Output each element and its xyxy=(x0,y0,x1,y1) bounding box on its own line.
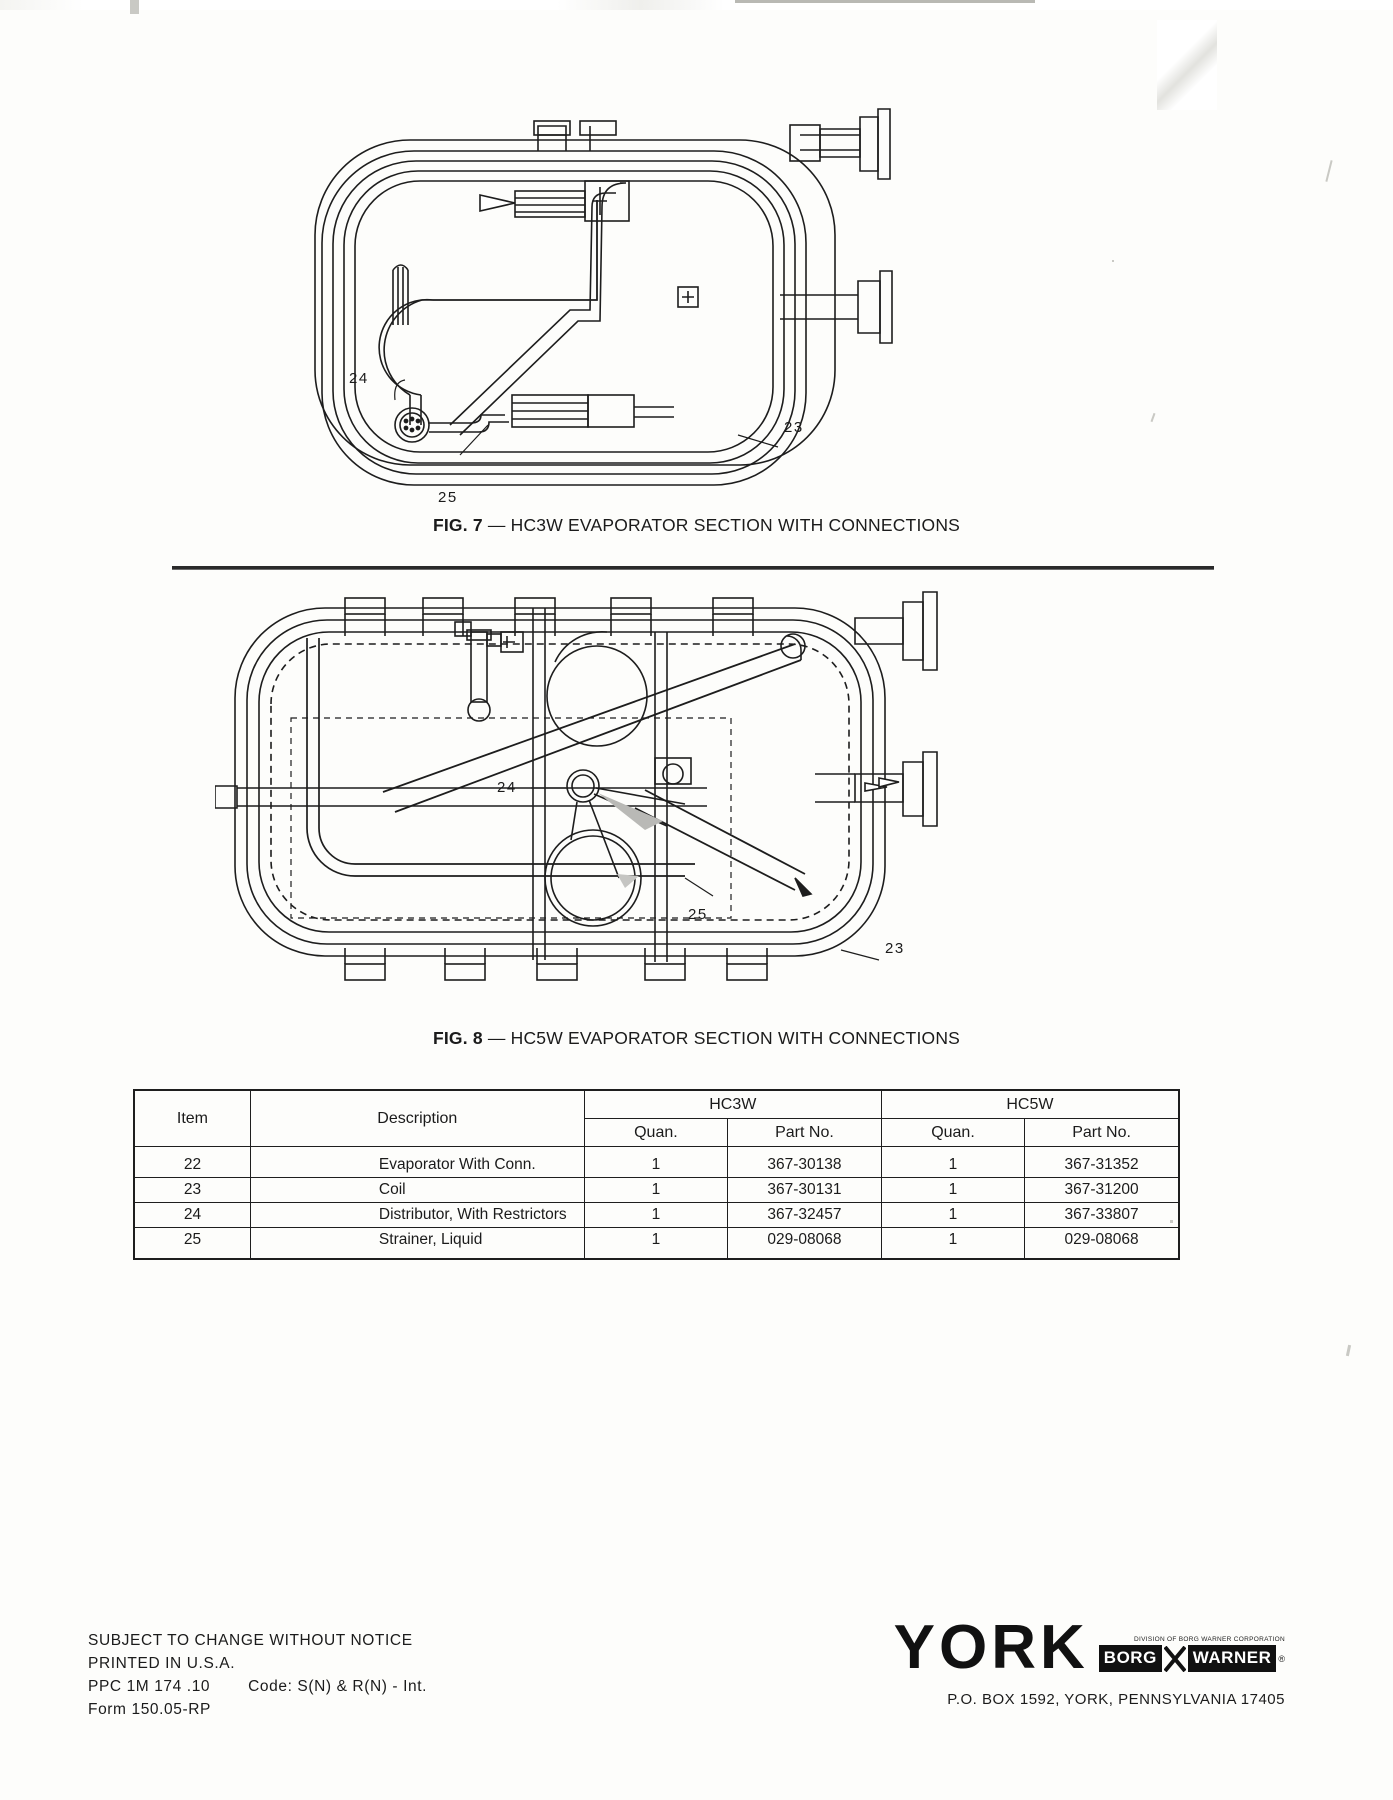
fig8-svg xyxy=(215,578,975,1018)
fig8-callout-23: 23 xyxy=(885,940,905,957)
scan-speck xyxy=(1346,1345,1351,1356)
figure-8-title: HC5W EVAPORATOR SECTION WITH CONNECTIONS xyxy=(510,1028,961,1048)
column-group-hc5w: HC5W xyxy=(881,1090,1179,1119)
section-divider xyxy=(172,566,1214,570)
parts-table-head xyxy=(134,1090,1179,1147)
footer-line-ppc: PPC 1M 174 .10 xyxy=(88,1678,211,1695)
cell-hc5w-part: 367-31200 xyxy=(1025,1178,1179,1203)
figure-7-dash: — xyxy=(487,515,506,535)
cell-hc3w-quan: 1 xyxy=(584,1178,727,1203)
borg-warner-logo xyxy=(1099,1636,1285,1672)
cell-hc3w-part: 367-30131 xyxy=(728,1178,882,1203)
cell-hc5w-quan: 1 xyxy=(881,1203,1024,1228)
registered-mark: ® xyxy=(1278,1653,1285,1664)
parts-table xyxy=(133,1089,1180,1260)
cell-hc5w-quan: 1 xyxy=(881,1178,1024,1203)
brand-block xyxy=(893,1613,1285,1708)
parts-table-body xyxy=(134,1147,1179,1260)
footer-line-subject-to-change: SUBJECT TO CHANGE WITHOUT NOTICE xyxy=(88,1632,413,1649)
footer-line-code: Code: S(N) & R(N) - Int. xyxy=(248,1678,428,1695)
scan-speck xyxy=(1157,20,1217,110)
column-header-description: Description xyxy=(250,1090,584,1147)
footer-line-printed-in-usa: PRINTED IN U.S.A. xyxy=(88,1655,236,1672)
cell-hc3w-quan: 1 xyxy=(584,1147,727,1178)
cell-item: 22 xyxy=(134,1147,250,1178)
scan-edge-artifact xyxy=(0,0,1393,10)
cell-description: Evaporator With Conn. xyxy=(250,1147,584,1178)
figure-8-dash: — xyxy=(487,1028,506,1048)
cell-item: 23 xyxy=(134,1178,250,1203)
york-wordmark xyxy=(893,1613,1089,1682)
table-row xyxy=(134,1203,1179,1228)
figure-7-caption xyxy=(0,515,1393,536)
scan-speck xyxy=(1151,413,1156,422)
cell-hc3w-quan: 1 xyxy=(584,1228,727,1260)
brand-address: P.O. BOX 1592, YORK, PENNSYLVANIA 17405 xyxy=(947,1691,1285,1708)
cell-description: Distributor, With Restrictors xyxy=(250,1203,584,1228)
table-row xyxy=(134,1178,1179,1203)
borg-text: BORG xyxy=(1099,1645,1162,1672)
scan-speck xyxy=(735,0,1035,3)
fig7-callout-23: 23 xyxy=(784,419,804,436)
scan-speck xyxy=(130,0,139,14)
fig8-callout-25: 25 xyxy=(688,906,708,923)
borg-warner-x-icon xyxy=(1164,1646,1186,1672)
cell-hc5w-part: 367-31352 xyxy=(1025,1147,1179,1178)
figure-8-drawing xyxy=(215,578,975,1008)
cell-hc3w-part: 367-30138 xyxy=(728,1147,882,1178)
column-header-hc5w-part: Part No. xyxy=(1025,1119,1179,1147)
column-group-hc3w: HC3W xyxy=(584,1090,881,1119)
column-header-hc3w-quan: Quan. xyxy=(584,1119,727,1147)
figure-8-caption xyxy=(0,1028,1393,1049)
table-header-row xyxy=(134,1090,1179,1119)
fig8-callout-24: 24 xyxy=(497,779,517,796)
cell-hc5w-part: 367-33807 xyxy=(1025,1203,1179,1228)
cell-item: 25 xyxy=(134,1228,250,1260)
footer-notice xyxy=(88,1629,427,1721)
cell-hc5w-quan: 1 xyxy=(881,1228,1024,1260)
column-header-hc3w-part: Part No. xyxy=(728,1119,882,1147)
fig7-svg xyxy=(300,95,920,525)
table-row xyxy=(134,1228,1179,1260)
column-header-item: Item xyxy=(134,1090,250,1147)
figure-8-label: FIG. 8 xyxy=(432,1028,483,1048)
warner-text: WARNER xyxy=(1188,1645,1277,1672)
cell-hc3w-part: 029-08068 xyxy=(728,1228,882,1260)
footer-line-form: Form 150.05-RP xyxy=(88,1701,211,1718)
scan-speck xyxy=(1112,260,1114,262)
cell-hc5w-quan: 1 xyxy=(881,1147,1024,1178)
cell-description: Coil xyxy=(250,1178,584,1203)
cell-item: 24 xyxy=(134,1203,250,1228)
fig7-callout-25: 25 xyxy=(438,489,458,506)
figure-7-label: FIG. 7 xyxy=(432,515,483,535)
cell-description: Strainer, Liquid xyxy=(250,1228,584,1260)
figure-7-drawing xyxy=(300,95,920,515)
column-header-hc5w-quan: Quan. xyxy=(881,1119,1024,1147)
borg-warner-division-text: DIVISION OF BORG WARNER CORPORATION xyxy=(1134,1636,1285,1643)
cell-hc3w-quan: 1 xyxy=(584,1203,727,1228)
scan-speck xyxy=(1325,160,1332,182)
cell-hc3w-part: 367-32457 xyxy=(728,1203,882,1228)
figure-7-title: HC3W EVAPORATOR SECTION WITH CONNECTIONS xyxy=(510,515,961,535)
table-row xyxy=(134,1147,1179,1178)
fig7-callout-24: 24 xyxy=(349,370,369,387)
york-text: YORK xyxy=(893,1613,1089,1682)
cell-hc5w-part: 029-08068 xyxy=(1025,1228,1179,1260)
